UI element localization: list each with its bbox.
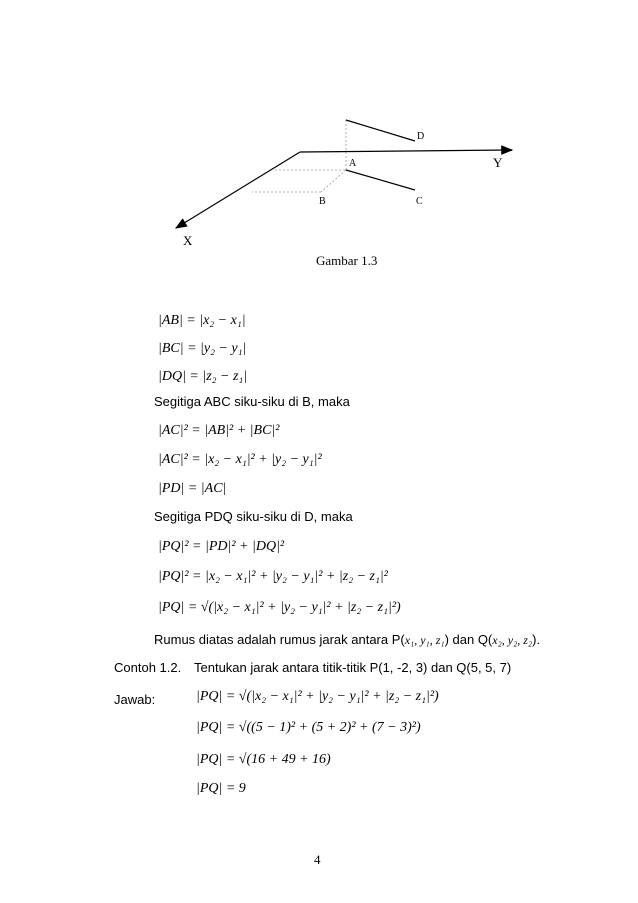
text-rumus-end: ).: [532, 632, 541, 647]
answer-step-4: |PQ| = 9: [196, 781, 246, 796]
point-q-coordinates: x₂, y₂, z₂: [492, 633, 533, 647]
formula-bc: |BC| = |y₂ − y₁|: [158, 341, 247, 356]
label-a: A: [349, 158, 357, 169]
answer-step-3: |PQ| = √(16 + 49 + 16): [196, 752, 331, 767]
answer-step-2: |PQ| = √((5 − 1)² + (5 + 2)² + (7 − 3)²): [196, 720, 421, 735]
example-problem: Tentukan jarak antara titik-titik P(1, -2, 3) dan Q(5, 5, 7): [194, 660, 512, 675]
formula-pq-squared-expanded: |PQ|² = |x₂ − x₁|² + |y₂ − y₁|² + |z₂ − z₁|²: [158, 569, 388, 584]
text-distance-formula: [154, 632, 540, 648]
text-abc-right-triangle: Segitiga ABC siku-siku di B, maka: [154, 394, 350, 409]
text-rumus-pre: Rumus diatas adalah rumus jarak antara P(: [154, 632, 405, 647]
line-p-d: [346, 120, 415, 141]
x-axis: [176, 152, 300, 228]
answer-step-1: |PQ| = √(|x₂ − x₁|² + |y₂ − y₁|² + |z₂ − z₁|²): [196, 689, 439, 704]
figure-caption: Gambar 1.3: [316, 253, 378, 268]
answer-label: Jawab:: [114, 692, 156, 707]
formula-ac-squared: |AC|² = |AB|² + |BC|²: [158, 423, 280, 438]
line-a-c: [346, 170, 415, 190]
figure-3d-coordinate-diagram: [0, 0, 638, 280]
dotted-line-a-b: [321, 170, 346, 192]
text-pdq-right-triangle: Segitiga PDQ siku-siku di D, maka: [154, 509, 353, 524]
formula-pq-squared: |PQ|² = |PD|² + |DQ|²: [158, 539, 285, 554]
formula-dq: |DQ| = |z₂ − z₁|: [158, 369, 248, 384]
formula-ac-squared-expanded: |AC|² = |x₂ − x₁|² + |y₂ − y₁|²: [158, 452, 322, 467]
example-label: Contoh 1.2.: [114, 660, 182, 675]
label-x: X: [183, 233, 193, 248]
y-axis: [300, 150, 512, 152]
label-c: C: [416, 196, 423, 207]
text-rumus-mid: ) dan Q(: [444, 632, 493, 647]
label-d: D: [417, 131, 425, 142]
label-y: Y: [493, 155, 503, 170]
label-b: B: [319, 196, 326, 207]
formula-ab: |AB| = |x₂ − x₁|: [158, 313, 246, 328]
page-number: 4: [314, 852, 321, 867]
point-p-coordinates: x₁, y₁, z₁: [404, 633, 445, 647]
formula-pq-sqrt: |PQ| = √(|x₂ − x₁|² + |y₂ − y₁|² + |z₂ − z₁|²): [158, 600, 401, 615]
formula-pd: |PD| = |AC|: [158, 481, 227, 496]
